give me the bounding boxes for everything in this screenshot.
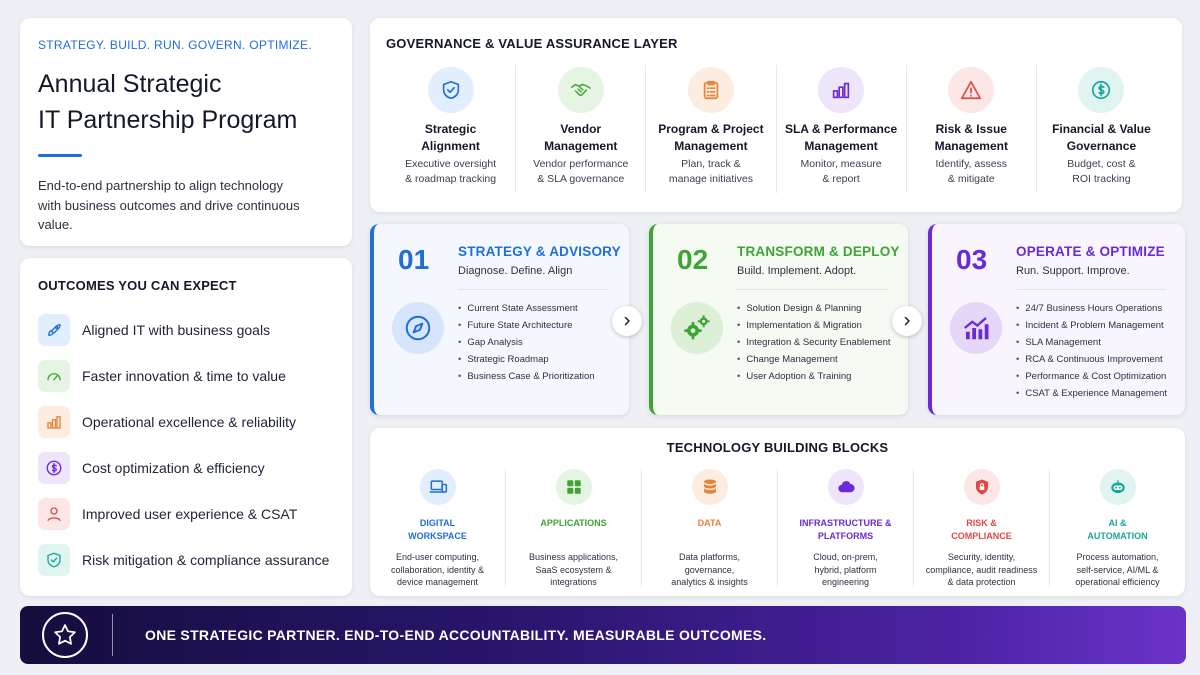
list-item: • Strategic Roadmap [458, 351, 595, 368]
compass-icon [392, 302, 444, 354]
governance-item: Financial & Value Governance Budget, cost & ROI tracking [1037, 65, 1166, 193]
shield-check-icon [38, 544, 70, 576]
list-item: • Business Case & Prioritization [458, 368, 595, 385]
outcomes-card [20, 258, 352, 596]
bottom-banner [20, 606, 1186, 664]
outcomes-heading: OUTCOMES YOU CAN EXPECT [38, 278, 237, 293]
tech-block: INFRASTRUCTURE & PLATFORMS Cloud, on-prem, hybrid, platform engineering [778, 469, 914, 587]
governance-item: SLA & Performance Management Monitor, measure & report [777, 65, 907, 193]
list-item: • Gap Analysis [458, 334, 595, 351]
list-item: • RCA & Continuous Improvement [1016, 351, 1167, 368]
outcome-item: Aligned IT with business goals [38, 307, 334, 353]
tech-block: APPLICATIONS Business applications, SaaS ecosystem & integrations [506, 469, 642, 587]
phase-subtitle: Diagnose. Define. Align [458, 265, 573, 277]
list-item: • Solution Design & Planning [737, 300, 891, 317]
phase-title: OPERATE & OPTIMIZE [1016, 244, 1165, 259]
outcome-item: Faster innovation & time to value [38, 353, 334, 399]
gears-icon [671, 302, 723, 354]
divider [112, 614, 113, 656]
technology-card [370, 428, 1185, 596]
database-icon [692, 469, 728, 505]
divider [737, 289, 887, 290]
dollar-icon [38, 452, 70, 484]
list-item: • Current State Assessment [458, 300, 595, 317]
outcome-item: Cost optimization & efficiency [38, 445, 334, 491]
gauge-icon [38, 360, 70, 392]
governance-item: Strategic Alignment Executive oversight & roadmap tracking [386, 65, 516, 193]
divider [458, 289, 608, 290]
cloud-icon [828, 469, 864, 505]
handshake-icon [558, 67, 604, 113]
user-icon [38, 498, 70, 530]
list-item: • SLA Management [1016, 334, 1167, 351]
list-item: • CSAT & Experience Management [1016, 385, 1167, 402]
phase-number: 01 [398, 244, 430, 275]
tagline: STRATEGY. BUILD. RUN. GOVERN. OPTIMIZE. [38, 38, 312, 52]
phase-item-list [458, 300, 595, 385]
star-icon [42, 612, 88, 658]
list-item: • Implementation & Migration [737, 317, 891, 334]
phase-number: 03 [956, 244, 988, 275]
phase-item-list [1016, 300, 1167, 402]
list-item: • User Adoption & Training [737, 368, 891, 385]
phase-title: TRANSFORM & DEPLOY [737, 244, 900, 259]
banner-text: ONE STRATEGIC PARTNER. END-TO-END ACCOUNTABILITY. MEASURABLE OUTCOMES. [145, 627, 767, 643]
phase-subtitle: Build. Implement. Adopt. [737, 265, 857, 277]
shield-icon [428, 67, 474, 113]
governance-item: Vendor Management Vendor performance & SLA governance [516, 65, 646, 193]
governance-card [370, 18, 1182, 212]
outcome-item: Risk mitigation & compliance assurance [38, 537, 334, 583]
phase-card-strategy [370, 224, 629, 415]
bar-chart-icon [818, 67, 864, 113]
governance-item: Program & Project Management Plan, track & manage initiatives [646, 65, 776, 193]
governance-heading: GOVERNANCE & VALUE ASSURANCE LAYER [386, 36, 678, 51]
lock-shield-icon [964, 469, 1000, 505]
laptop-icon [420, 469, 456, 505]
page-title: Annual Strategic IT Partnership Program [38, 70, 298, 134]
tech-block: RISK & COMPLIANCE Security, identity, compliance, audit readiness & data protection [914, 469, 1050, 587]
tech-block: DATA Data platforms, governance, analytics & insights [642, 469, 778, 587]
governance-item: Risk & Issue Management Identify, assess & mitigate [907, 65, 1037, 193]
list-item: • Integration & Security Enablement [737, 334, 891, 351]
list-item: • Performance & Cost Optimization [1016, 368, 1167, 385]
phase-item-list [737, 300, 891, 385]
tech-block: DIGITAL WORKSPACE End-user computing, collaboration, identity & device management [370, 469, 506, 587]
list-item: • Incident & Problem Management [1016, 317, 1167, 334]
divider [1016, 289, 1166, 290]
apps-grid-icon [556, 469, 592, 505]
warning-icon [948, 67, 994, 113]
list-item: • Change Management [737, 351, 891, 368]
intro-text: End-to-end partnership to align technology with business outcomes and drive continuous value. [38, 178, 300, 232]
phase-card-operate [928, 224, 1185, 415]
clipboard-icon [688, 67, 734, 113]
technology-heading: TECHNOLOGY BUILDING BLOCKS [666, 440, 889, 455]
dollar-icon [1078, 67, 1124, 113]
title-underline [38, 154, 82, 157]
phase-subtitle: Run. Support. Improve. [1016, 265, 1130, 277]
tech-block: AI & AUTOMATION Process automation, self-service, AI/ML & operational efficiency [1050, 469, 1185, 587]
chevron-right-icon [892, 306, 922, 336]
list-item: • 24/7 Business Hours Operations [1016, 300, 1167, 317]
robot-icon [1100, 469, 1136, 505]
phase-title: STRATEGY & ADVISORY [458, 244, 621, 259]
rocket-icon [38, 314, 70, 346]
list-item: • Future State Architecture [458, 317, 595, 334]
chevron-right-icon [612, 306, 642, 336]
bar-chart-icon [38, 406, 70, 438]
outcome-item: Improved user experience & CSAT [38, 491, 334, 537]
outcome-item: Operational excellence & reliability [38, 399, 334, 445]
phase-card-transform [649, 224, 908, 415]
title-card [20, 18, 352, 246]
trend-chart-icon [950, 302, 1002, 354]
phase-number: 02 [677, 244, 709, 275]
